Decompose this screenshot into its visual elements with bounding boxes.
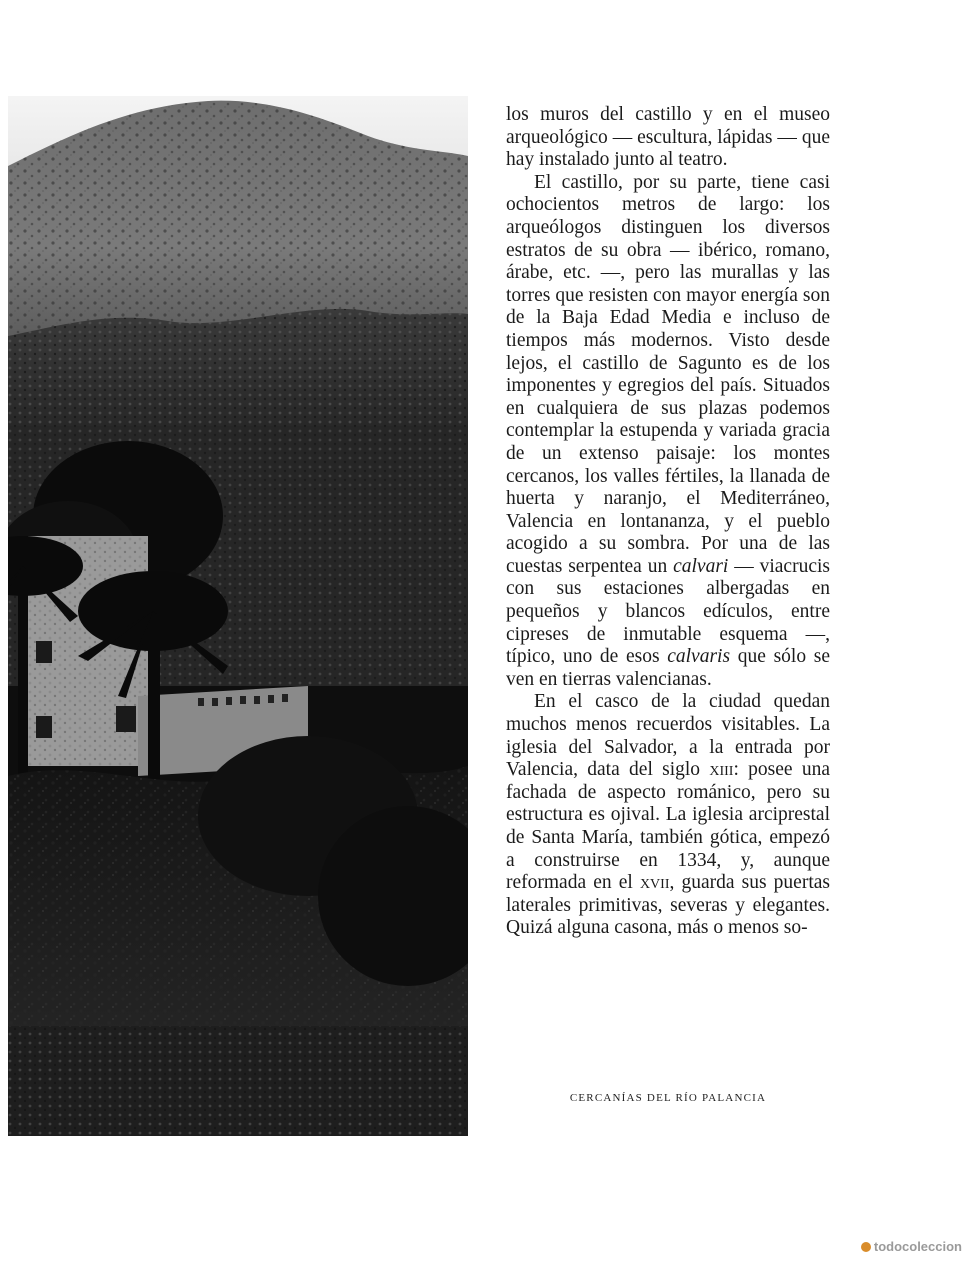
watermark-logo-icon	[861, 1242, 871, 1252]
paragraph	[506, 172, 830, 692]
century-numeral: xvii	[639, 872, 670, 894]
watermark	[861, 1239, 962, 1254]
paragraph	[506, 691, 830, 940]
landscape-photo	[8, 96, 468, 1136]
text-run: los muros del castillo y en el museo arqueológico — escultura, lápidas — que hay instalado junto al teatro.	[506, 104, 830, 171]
text-run: : posee una fachada de aspecto románico, pero su estructura es ojival. La iglesia arciprestal de Santa María, también gótica, empezó a construirse en 1334, y, aunque reformada en el	[506, 759, 830, 894]
paragraph	[506, 104, 830, 172]
italic-term: calvari	[673, 555, 729, 577]
body-text-column	[506, 104, 830, 940]
italic-term: calvaris	[667, 646, 731, 668]
running-footer: CERCANÍAS DEL RÍO PALANCIA	[569, 1092, 767, 1104]
text-run: , guarda sus puertas laterales primitivas, severas y elegantes. Quizá alguna casona, más o menos so-	[506, 872, 830, 939]
text-run: — viacrucis con sus estaciones albergadas en pequeños y blancos edículos, entre cipreses de inmutable esquema —, típico, uno de esos	[506, 555, 830, 668]
century-numeral: xiii	[709, 759, 734, 781]
text-run: En el casco de la ciudad quedan muchos menos recuerdos visitables. La iglesia del Salvador, a la entrada por Valencia, data del siglo	[506, 691, 830, 781]
text-run: que sólo se ven en tierras valencianas.	[506, 646, 830, 690]
watermark-text: todocoleccion	[873, 1239, 962, 1254]
text-run: El castillo, por su parte, tiene casi ochocientos metros de largo: los arqueólogos distinguen los diversos estratos de su obra — ibérico, romano, árabe, etc. —, pero las murallas y las torres que resisten con mayor energía son de la Baja Edad Media e incluso de tiempos más modernos. Visto desde lejos, el castillo de Sagunto es de los imponentes y egregios del país. Situados en cualquiera de sus plazas podemos contemplar la estupenda y variada gracia de un extenso paisaje: los montes cercanos, los valles fértiles, la llanada de huerta y naranjo, el Mediterráneo, Valencia en lontananza, y el pueblo acogido a su sombra. Por una de las cuestas serpentea un	[506, 171, 830, 577]
